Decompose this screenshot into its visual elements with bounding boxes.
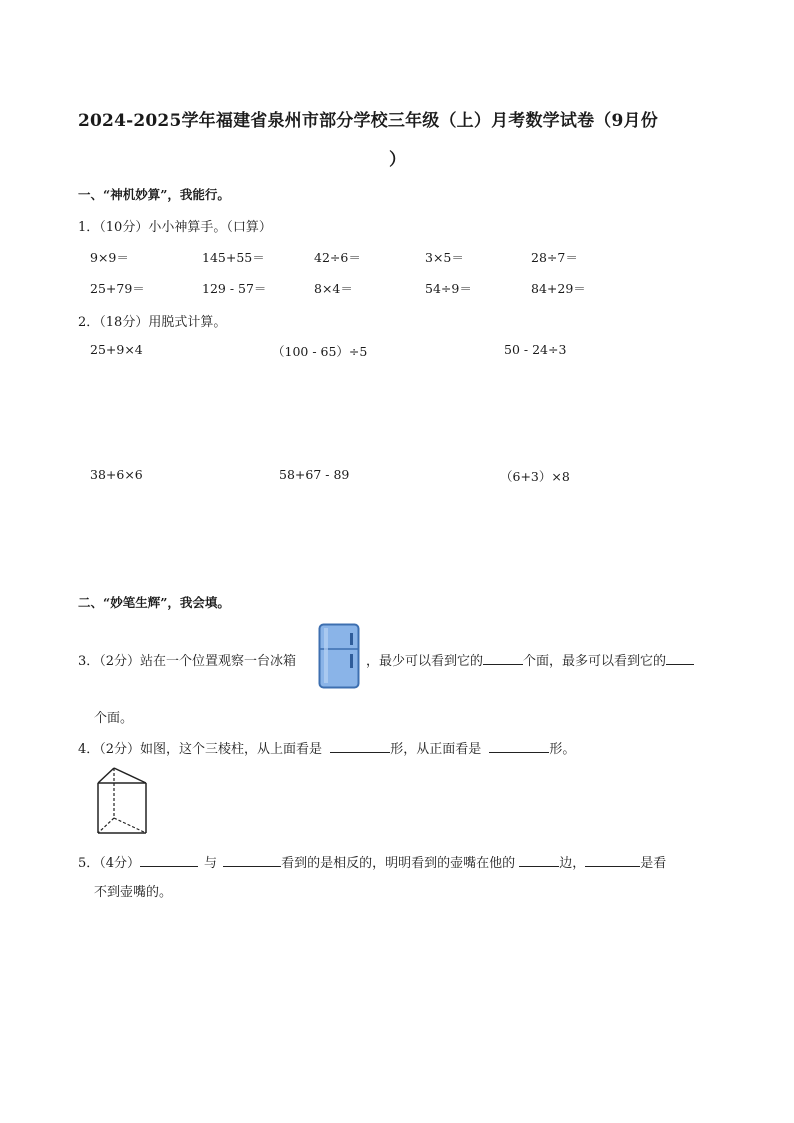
oral-item: 25+79＝ [90,281,145,296]
answer-blank[interactable] [483,651,523,665]
question-3-mid: ，最少可以看到它的 [366,654,484,669]
question-4-suffix: 形。 [549,742,576,757]
page-title: 2024-2025学年福建省泉州市部分学校三年级（上）月考数学试卷（9月份 [78,111,658,131]
calc-item: 38+6×6 [90,467,143,482]
oral-item: 54÷9＝ [425,281,472,296]
oral-item: 42÷6＝ [314,250,361,265]
question-4-prefix: 4．（2分）如图，这个三棱柱，从上面看是 [78,742,323,757]
question-3 [78,650,296,669]
answer-blank[interactable] [585,853,640,867]
answer-blank[interactable] [223,853,281,867]
question-4-mid: 形，从正面看是 [390,742,482,757]
oral-item: 8×4＝ [314,281,353,296]
oral-item: 3×5＝ [425,250,464,265]
question-5-line-2: 不到壶嘴的。 [94,885,173,900]
calc-item: 58+67 - 89 [279,467,350,482]
question-3-continued [366,650,694,669]
fridge-icon [318,623,360,689]
page-title-continuation: ） [389,150,407,170]
triangular-prism-figure [94,765,150,837]
calc-item: 50 - 24÷3 [504,342,567,357]
question-3-mid2: 个面，最多可以看到它的 [523,654,667,669]
question-5-text-1: 与 [204,856,218,871]
oral-item: 129 - 57＝ [202,281,267,296]
answer-blank[interactable] [330,739,390,753]
answer-blank[interactable] [489,739,549,753]
answer-blank[interactable] [140,853,198,867]
question-1-label: 1．（10分）小小神算手。（口算） [78,220,272,235]
question-3-prefix: 3．（2分）站在一个位置观察一台冰箱 [78,654,297,669]
oral-item: 145+55＝ [202,250,265,265]
answer-blank[interactable] [519,853,559,867]
question-5 [78,852,666,871]
oral-item: 84+29＝ [531,281,586,296]
section-2-heading: 二、“妙笔生辉”，我会填。 [78,595,230,610]
calc-item: （100 - 65）÷5 [272,344,368,359]
question-5-prefix: 5．（4分） [78,856,141,871]
oral-item: 9×9＝ [90,250,129,265]
question-5-text-3: 边， [559,856,586,871]
oral-item: 28÷7＝ [531,250,578,265]
section-1-heading: 一、“神机妙算”，我能行。 [78,187,230,202]
question-4 [78,738,575,757]
question-3-suffix: 个面。 [94,711,134,726]
question-5-text-2: 看到的是相反的，明明看到的壶嘴在他的 [281,856,516,871]
calc-item: 25+9×4 [90,342,143,357]
answer-blank[interactable] [666,651,694,665]
question-5-text-4: 是看 [640,856,667,871]
question-2-label: 2．（18分）用脱式计算。 [78,315,227,330]
calc-item: （6+3）×8 [500,469,570,484]
